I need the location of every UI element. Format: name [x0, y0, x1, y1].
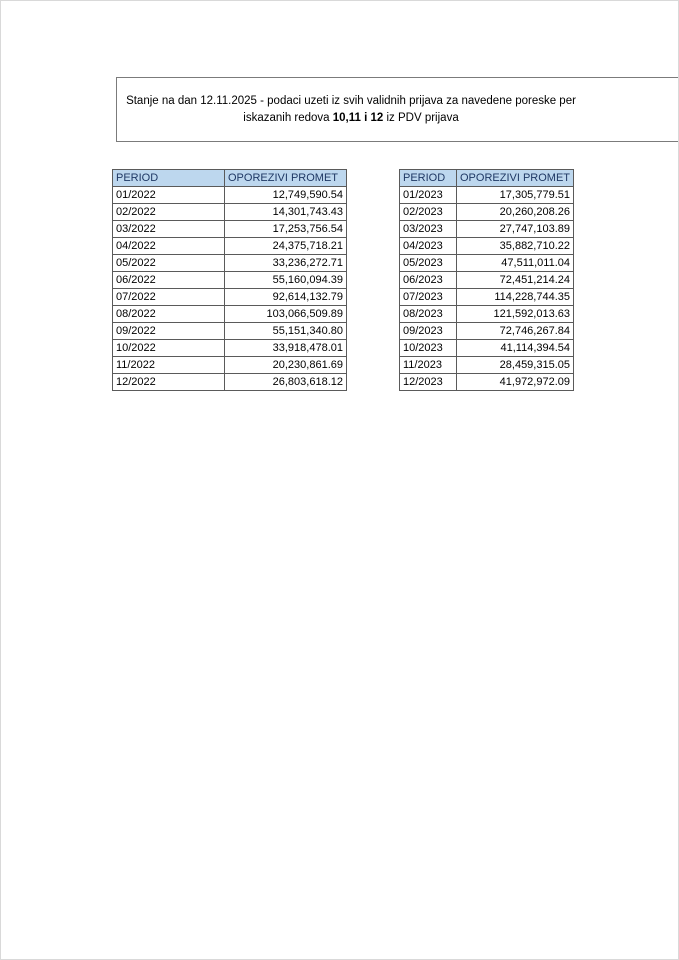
table-row [400, 323, 574, 340]
table-row [113, 272, 347, 289]
amount-cell: 24,375,718.21 [225, 238, 347, 255]
period-cell: 12/2022 [113, 374, 225, 391]
amount-cell: 33,236,272.71 [225, 255, 347, 272]
period-cell: 04/2022 [113, 238, 225, 255]
amount-cell: 35,882,710.22 [457, 238, 574, 255]
table-row [113, 255, 347, 272]
table-row [113, 221, 347, 238]
table-row [400, 204, 574, 221]
period-cell: 12/2023 [400, 374, 457, 391]
table-row [400, 272, 574, 289]
period-cell: 07/2023 [400, 289, 457, 306]
table-row [113, 306, 347, 323]
amount-cell: 17,253,756.54 [225, 221, 347, 238]
amount-cell: 41,114,394.54 [457, 340, 574, 357]
table-row [113, 357, 347, 374]
period-cell: 11/2022 [113, 357, 225, 374]
period-cell: 03/2022 [113, 221, 225, 238]
table-row [400, 306, 574, 323]
table-row [113, 238, 347, 255]
table-row [113, 340, 347, 357]
amount-cell: 47,511,011.04 [457, 255, 574, 272]
info-line-2 [243, 110, 458, 127]
amount-cell: 41,972,972.09 [457, 374, 574, 391]
table-row [113, 289, 347, 306]
period-cell: 08/2022 [113, 306, 225, 323]
info-line-2-suffix: iz PDV prijava [383, 111, 459, 124]
period-cell: 06/2023 [400, 272, 457, 289]
info-box [116, 77, 679, 142]
amount-cell: 33,918,478.01 [225, 340, 347, 357]
period-cell: 01/2023 [400, 187, 457, 204]
period-cell: 02/2023 [400, 204, 457, 221]
amount-cell: 20,260,208.26 [457, 204, 574, 221]
period-cell: 05/2023 [400, 255, 457, 272]
amount-cell: 20,230,861.69 [225, 357, 347, 374]
promet-table-2022 [112, 169, 347, 391]
table-row [400, 221, 574, 238]
info-line-2-bold: 10,11 i 12 [332, 111, 384, 124]
period-cell: 04/2023 [400, 238, 457, 255]
period-cell: 09/2022 [113, 323, 225, 340]
period-cell: 08/2023 [400, 306, 457, 323]
table-row [113, 204, 347, 221]
table-row [400, 340, 574, 357]
amount-cell: 55,160,094.39 [225, 272, 347, 289]
table-row [400, 357, 574, 374]
table-row [400, 255, 574, 272]
amount-cell: 14,301,743.43 [225, 204, 347, 221]
amount-cell: 27,747,103.89 [457, 221, 574, 238]
table-row [400, 374, 574, 391]
amount-cell: 103,066,509.89 [225, 306, 347, 323]
amount-cell: 26,803,618.12 [225, 374, 347, 391]
table-header-row [400, 170, 574, 187]
table-row [113, 374, 347, 391]
table-row [400, 238, 574, 255]
amount-cell: 28,459,315.05 [457, 357, 574, 374]
period-column-header: PERIOD [400, 170, 457, 187]
period-column-header: PERIOD [113, 170, 225, 187]
period-cell: 09/2023 [400, 323, 457, 340]
amount-cell: 114,228,744.35 [457, 289, 574, 306]
period-cell: 11/2023 [400, 357, 457, 374]
amount-cell: 92,614,132.79 [225, 289, 347, 306]
amount-cell: 12,749,590.54 [225, 187, 347, 204]
period-cell: 10/2023 [400, 340, 457, 357]
amount-cell: 55,151,340.80 [225, 323, 347, 340]
table-header-row [113, 170, 347, 187]
table-row [113, 187, 347, 204]
period-cell: 03/2023 [400, 221, 457, 238]
period-cell: 06/2022 [113, 272, 225, 289]
info-line-2-prefix: iskazanih redova [243, 111, 333, 124]
period-cell: 05/2022 [113, 255, 225, 272]
promet-column-header: OPOREZIVI PROMET [225, 170, 347, 187]
period-cell: 02/2022 [113, 204, 225, 221]
info-line-1: Stanje na dan 12.11.2025 - podaci uzeti iz svih validnih prijava za navedene poreske per [126, 94, 576, 107]
table-row [113, 323, 347, 340]
period-cell: 01/2022 [113, 187, 225, 204]
amount-cell: 121,592,013.63 [457, 306, 574, 323]
amount-cell: 17,305,779.51 [457, 187, 574, 204]
period-cell: 10/2022 [113, 340, 225, 357]
table-row [400, 289, 574, 306]
period-cell: 07/2022 [113, 289, 225, 306]
table-row [400, 187, 574, 204]
promet-column-header: OPOREZIVI PROMET [457, 170, 574, 187]
amount-cell: 72,746,267.84 [457, 323, 574, 340]
promet-table-2023 [399, 169, 574, 391]
amount-cell: 72,451,214.24 [457, 272, 574, 289]
